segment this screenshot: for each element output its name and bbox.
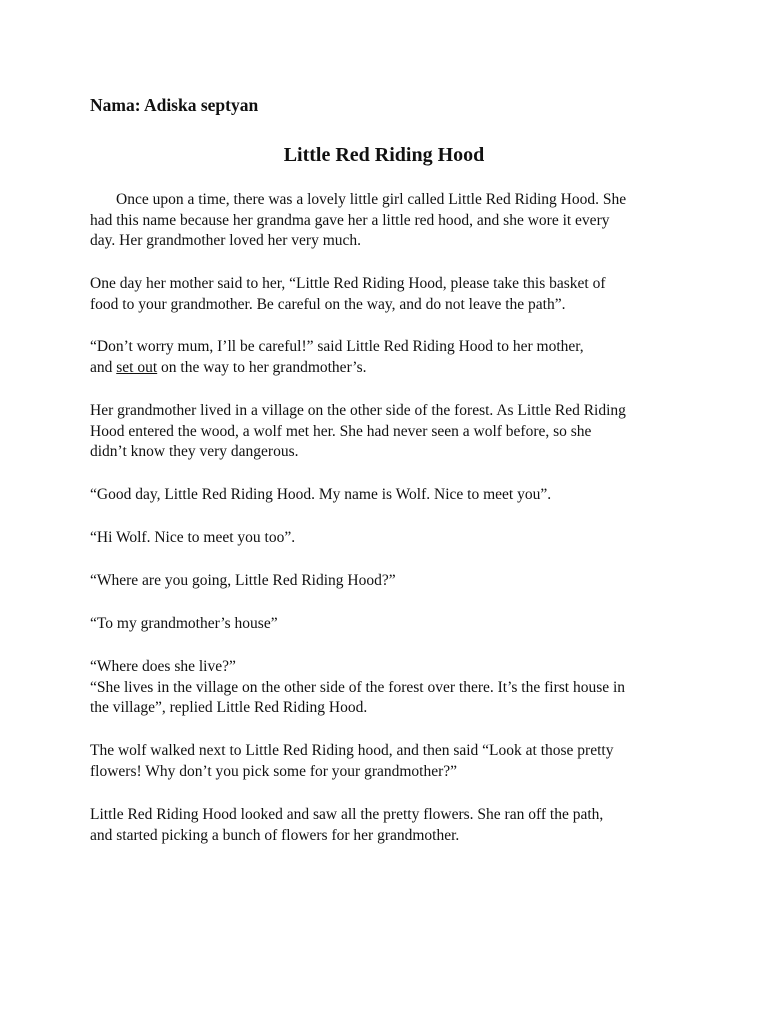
paragraph-line: “Don’t worry mum, I’ll be careful!” said Little Red Riding Hood to her mother, [90,338,584,355]
paragraph-line: Little Red Riding Hood looked and saw all the pretty flowers. She ran off the path, [90,806,604,823]
paragraph-8 [90,614,690,635]
paragraph-line: day. Her grandmother loved her very much. [90,232,362,249]
paragraph-10 [90,741,690,782]
paragraph-2 [90,274,690,315]
story-title: Little Red Riding Hood [283,144,485,166]
paragraph-3 [90,337,690,378]
paragraph-6 [90,528,690,549]
paragraph-line: “She lives in the village on the other side of the forest over there. It’s the first house in [90,678,626,696]
paragraph-4 [90,401,690,463]
paragraph-line: food to your grandmother. Be careful on the way, and do not leave the path”. [90,295,566,313]
paragraph-line: had this name because her grandma gave her a little red hood, and she wore it every [90,211,610,229]
paragraph-line: One day her mother said to her, “Little Red Riding Hood, please take this basket of [90,275,606,292]
line-text: and [90,358,117,376]
paragraph-11 [90,805,690,846]
paragraph-line [90,358,690,379]
paragraph-9 [90,657,690,719]
paragraph-1 [90,190,690,252]
paragraph-line: “Where are you going, Little Red Riding Hood?” [90,572,396,589]
author-line: Nama: Adiska septyan [90,95,259,115]
underlined-phrase: set out [116,358,158,376]
paragraph-line: flowers! Why don’t you pick some for your grandmother?” [90,762,458,780]
paragraph-line: “Good day, Little Red Riding Hood. My name is Wolf. Nice to meet you”. [90,486,552,503]
line-text: on the way to her grandmother’s. [157,358,367,376]
paragraph-line: Her grandmother lived in a village on the other side of the forest. As Little Red Riding [90,402,626,419]
paragraph-line: “Where does she live?” [90,658,236,675]
paragraph-line: The wolf walked next to Little Red Riding hood, and then said “Look at those pretty [90,742,614,759]
paragraph-line: Once upon a time, there was a lovely little girl called Little Red Riding Hood. She [116,191,627,208]
paragraph-5 [90,485,690,506]
paragraph-line: the village”, replied Little Red Riding Hood. [90,699,368,716]
paragraph-line: “Hi Wolf. Nice to meet you too”. [90,529,296,546]
paragraph-line: and started picking a bunch of flowers for her grandmother. [90,826,460,844]
paragraph-line: Hood entered the wood, a wolf met her. She had never seen a wolf before, so she [90,422,592,440]
paragraph-line: “To my grandmother’s house” [90,615,278,632]
paragraph-line: didn’t know they very dangerous. [90,443,299,460]
paragraph-7 [90,571,690,592]
